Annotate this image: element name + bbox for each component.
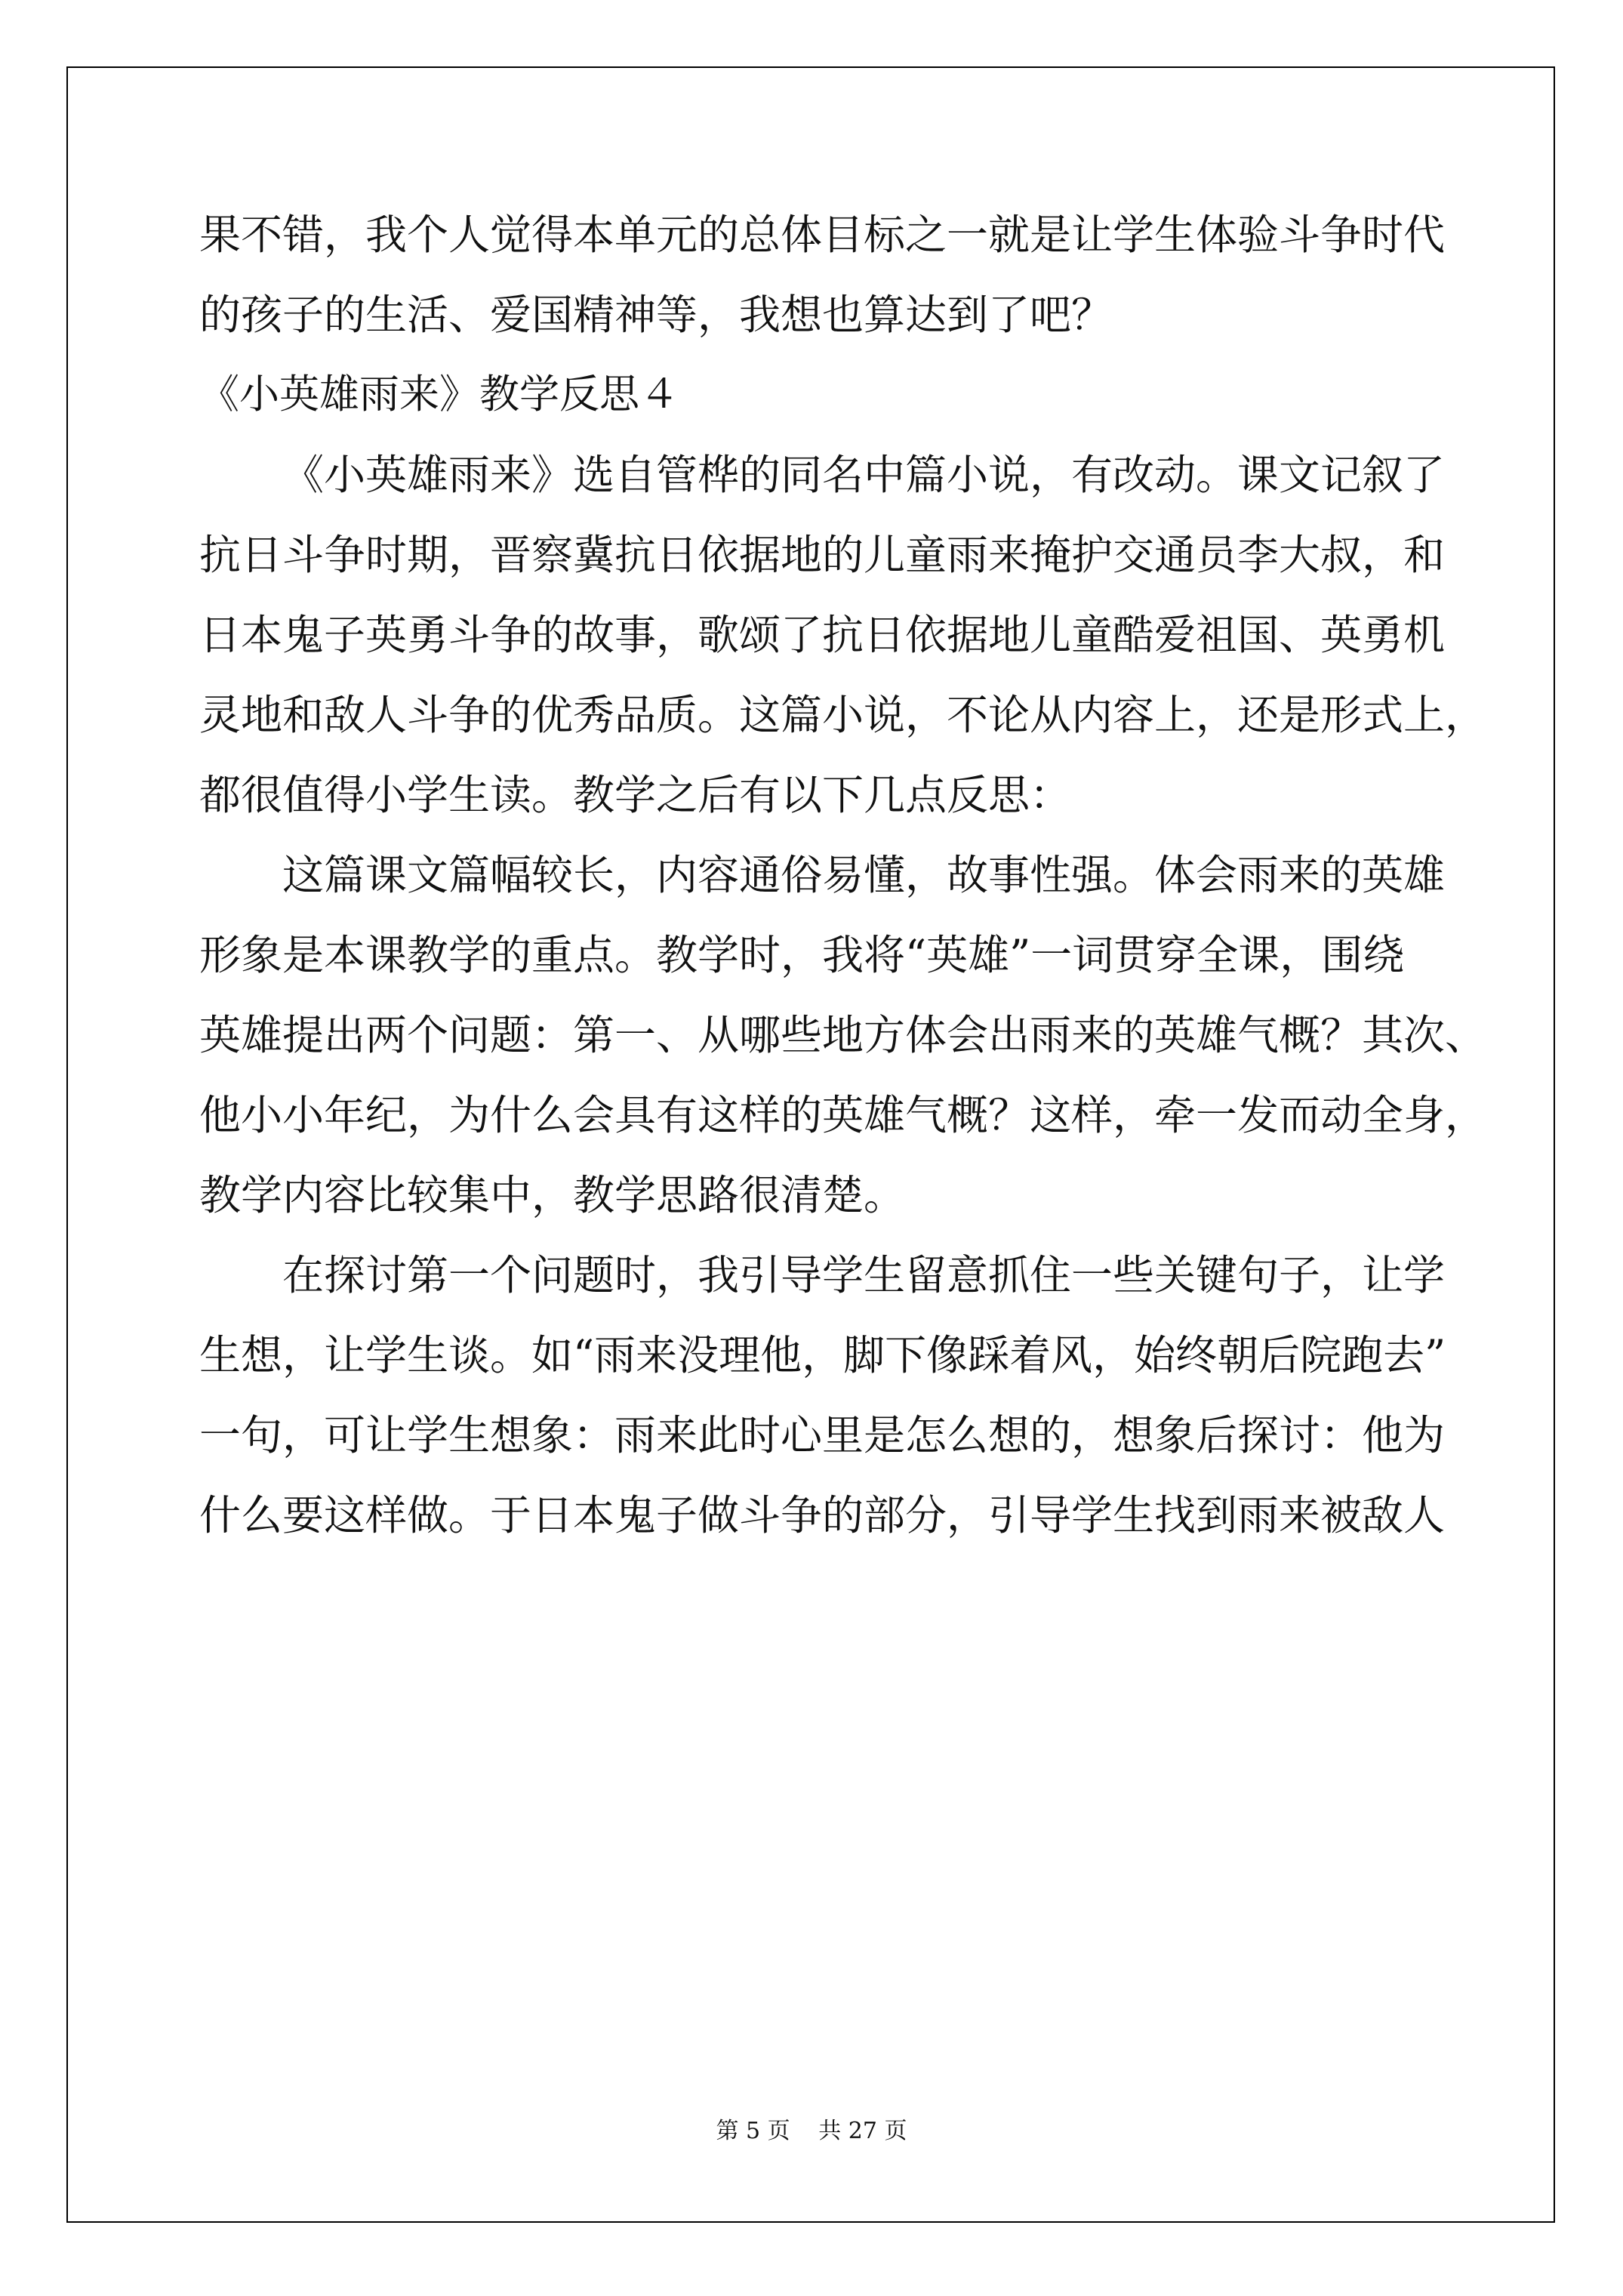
- text-line: 一句，可让学生想象：雨来此时心里是怎么想的，想象后探讨：他为: [199, 1411, 1446, 1459]
- text-line: 的孩子的生活、爱国精神等，我想也算达到了吧？: [199, 291, 1113, 339]
- text-line: 教学内容比较集中，教学思路很清楚。: [199, 1171, 906, 1219]
- text-line: 灵地和敌人斗争的优秀品质。这篇小说，不论从内容上，还是形式上，: [199, 691, 1487, 739]
- document-body: [199, 195, 1487, 1555]
- text-line: 什么要这样做。于日本鬼子做斗争的部分，引导学生找到雨来被敌人: [199, 1491, 1446, 1539]
- text-line: 抗日斗争时期，晋察冀抗日依据地的儿童雨来掩护交通员李大叔，和: [199, 531, 1446, 579]
- text-line: 他小小年纪，为什么会具有这样的英雄气概？这样，牵一发而动全身，: [199, 1091, 1487, 1139]
- text-line: 都很值得小学生读。教学之后有以下几点反思：: [199, 771, 1072, 819]
- page-number: 第 5 页: [716, 2118, 790, 2144]
- paragraph-first-line: 《小英雄雨来》选自管桦的同名中篇小说，有改动。课文记叙了: [282, 451, 1446, 499]
- text-line: 果不错，我个人觉得本单元的总体目标之一就是让学生体验斗争时代: [199, 211, 1446, 259]
- text-line: 形象是本课教学的重点。教学时，我将“英雄”一词贯穿全课，围绕: [199, 931, 1405, 979]
- paragraph-first-line: 这篇课文篇幅较长，内容通俗易懂，故事性强。体会雨来的英雄: [282, 851, 1446, 899]
- text-line: 英雄提出两个问题：第一、从哪些地方体会出雨来的英雄气概？其次、: [199, 1011, 1487, 1059]
- page-footer: [0, 2112, 1623, 2145]
- text-line: 生想，让学生谈。如“雨来没理他，脚下像踩着风，始终朝后院跑去”: [199, 1331, 1446, 1379]
- text-line: 日本鬼子英勇斗争的故事，歌颂了抗日依据地儿童酷爱祖国、英勇机: [199, 611, 1446, 659]
- paragraph-first-line: 在探讨第一个问题时，我引导学生留意抓住一些关键句子，让学: [282, 1251, 1446, 1299]
- section-heading: 《小英雄雨来》教学反思４: [199, 371, 679, 418]
- page-total: 共 27 页: [818, 2118, 907, 2144]
